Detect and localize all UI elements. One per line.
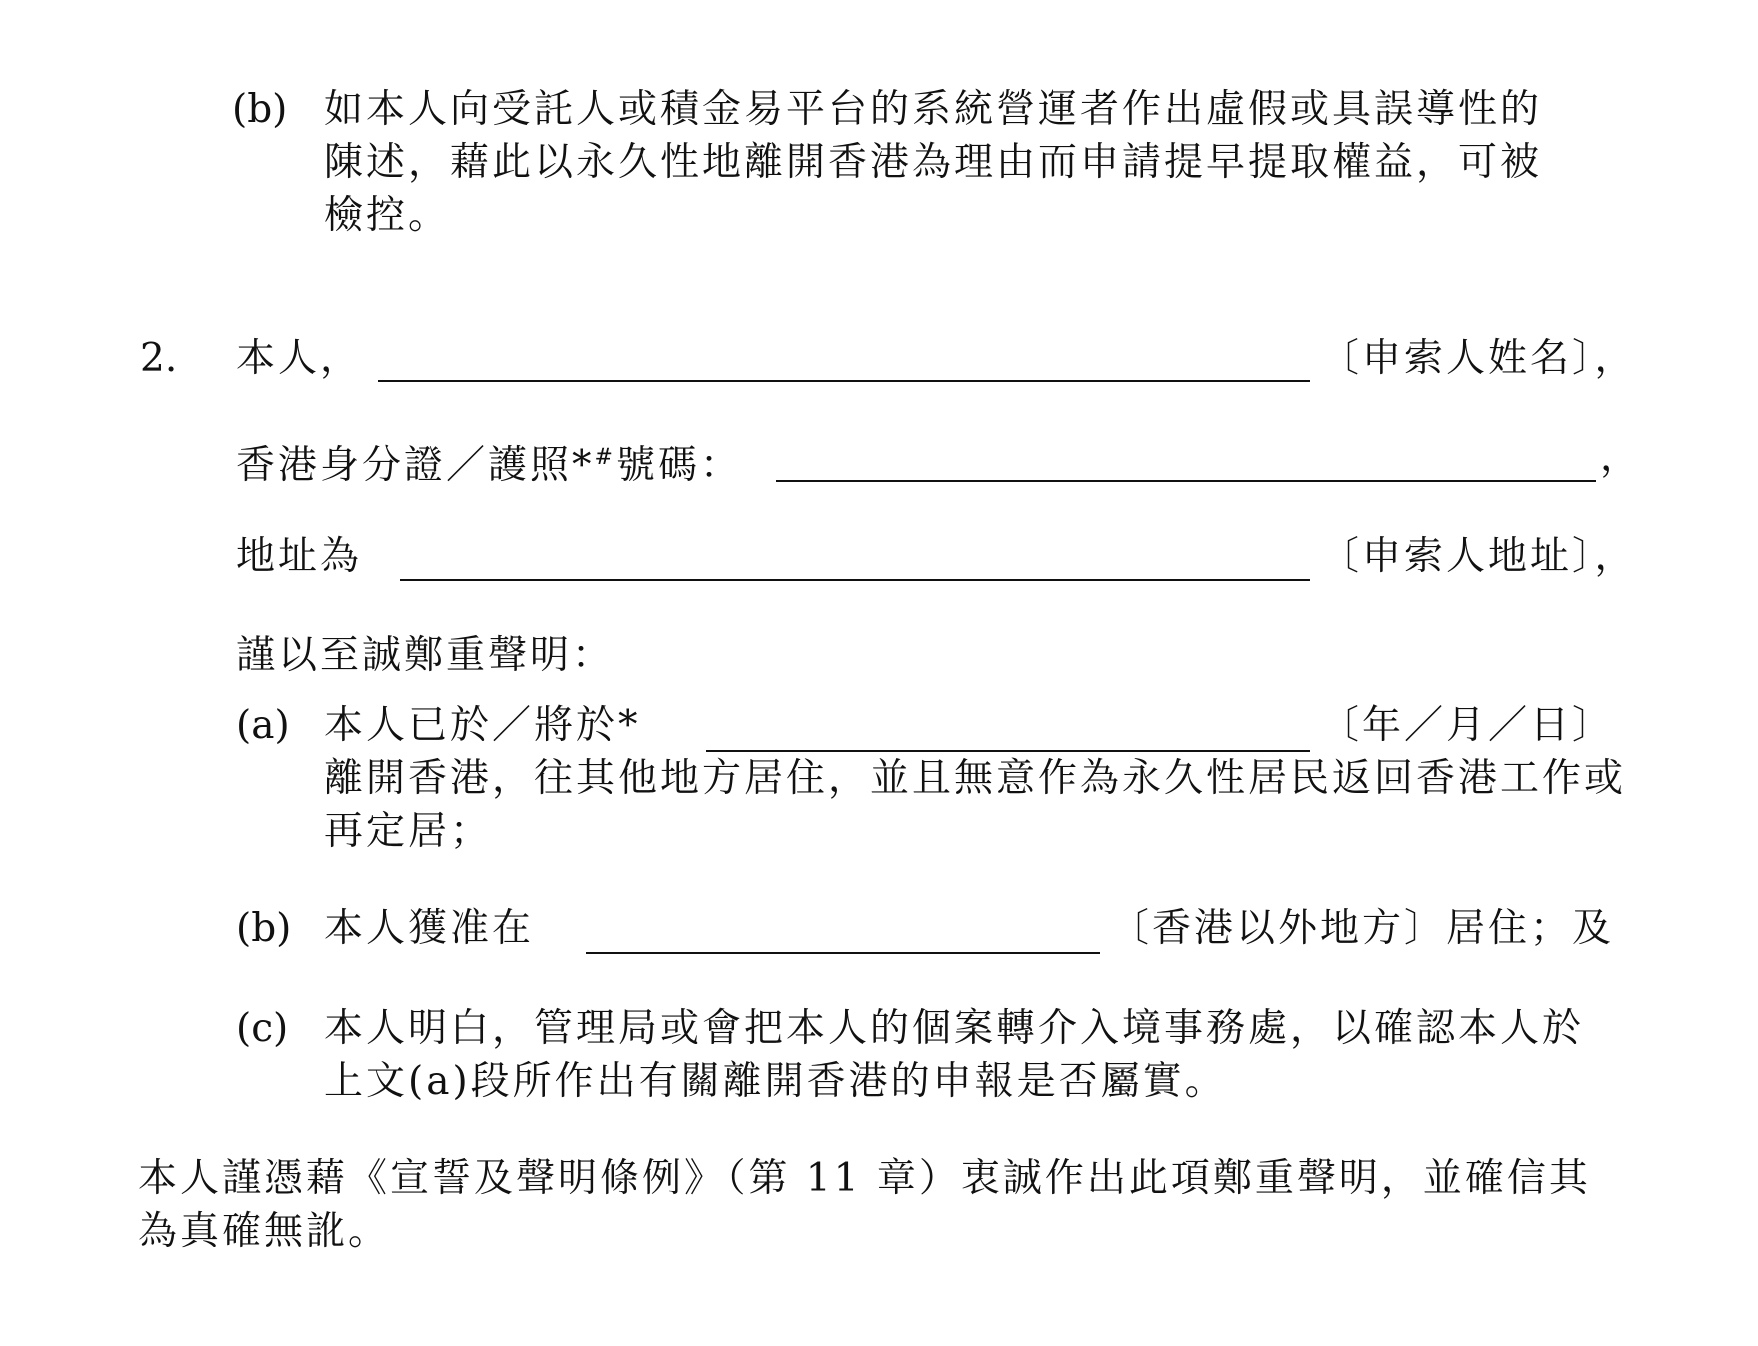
closing-line-2: 為真確無訛。 [138, 1209, 391, 1254]
residence-place-field[interactable] [586, 952, 1100, 954]
item-b-prefix: 本人獲准在 [324, 906, 535, 951]
address-prefix: 地址為 [236, 534, 363, 579]
item-c-line-1: 本人明白，管理局或會把本人的個案轉介入境事務處，以確認本人於 [324, 1006, 1585, 1051]
id-label: 香港身分證／護照*#號碼： [236, 443, 742, 488]
item-a-suffix: 〔年／月／日〕 [1320, 703, 1615, 748]
item-a-line-1: 離開香港，往其他地方居住，並且無意作為永久性居民返回香港工作或 [324, 756, 1627, 801]
item-c-marker: (c) [236, 1006, 289, 1051]
applicant-address-field[interactable] [400, 579, 1310, 581]
name-suffix: 〔申索人姓名〕， [1320, 336, 1637, 381]
id-number-field[interactable] [776, 480, 1596, 482]
name-prefix: 本人， [236, 336, 363, 381]
clause-1b-marker: (b) [232, 87, 288, 132]
item-a-line-2: 再定居； [324, 809, 493, 854]
item-c-line-2: 上文(a)段所作出有關離開香港的申報是否屬實。 [324, 1059, 1227, 1104]
item-a-marker: (a) [236, 703, 290, 748]
item-b-marker: (b) [236, 906, 292, 951]
section-2-number: 2. [140, 336, 178, 381]
id-suffix: ， [1600, 435, 1643, 480]
clause-1b-line-3: 檢控。 [324, 193, 451, 238]
item-a-prefix: 本人已於／將於* [324, 703, 641, 748]
id-superscript: # [594, 445, 616, 470]
clause-1b-line-1: 如本人向受託人或積金易平台的系統營運者作出虛假或具誤導性的 [324, 87, 1543, 132]
applicant-name-field[interactable] [378, 380, 1310, 382]
clause-1b-line-2: 陳述，藉此以永久性地離開香港為理由而申請提早提取權益，可被 [324, 140, 1543, 185]
address-suffix: 〔申索人地址〕， [1320, 534, 1637, 579]
closing-line-1: 本人謹憑藉《宣誓及聲明條例》（第 11 章）衷誠作出此項鄭重聲明，並確信其 [138, 1156, 1591, 1201]
declare-line: 謹以至誠鄭重聲明： [236, 633, 615, 678]
item-b-suffix: 〔香港以外地方〕居住；及 [1110, 906, 1615, 951]
